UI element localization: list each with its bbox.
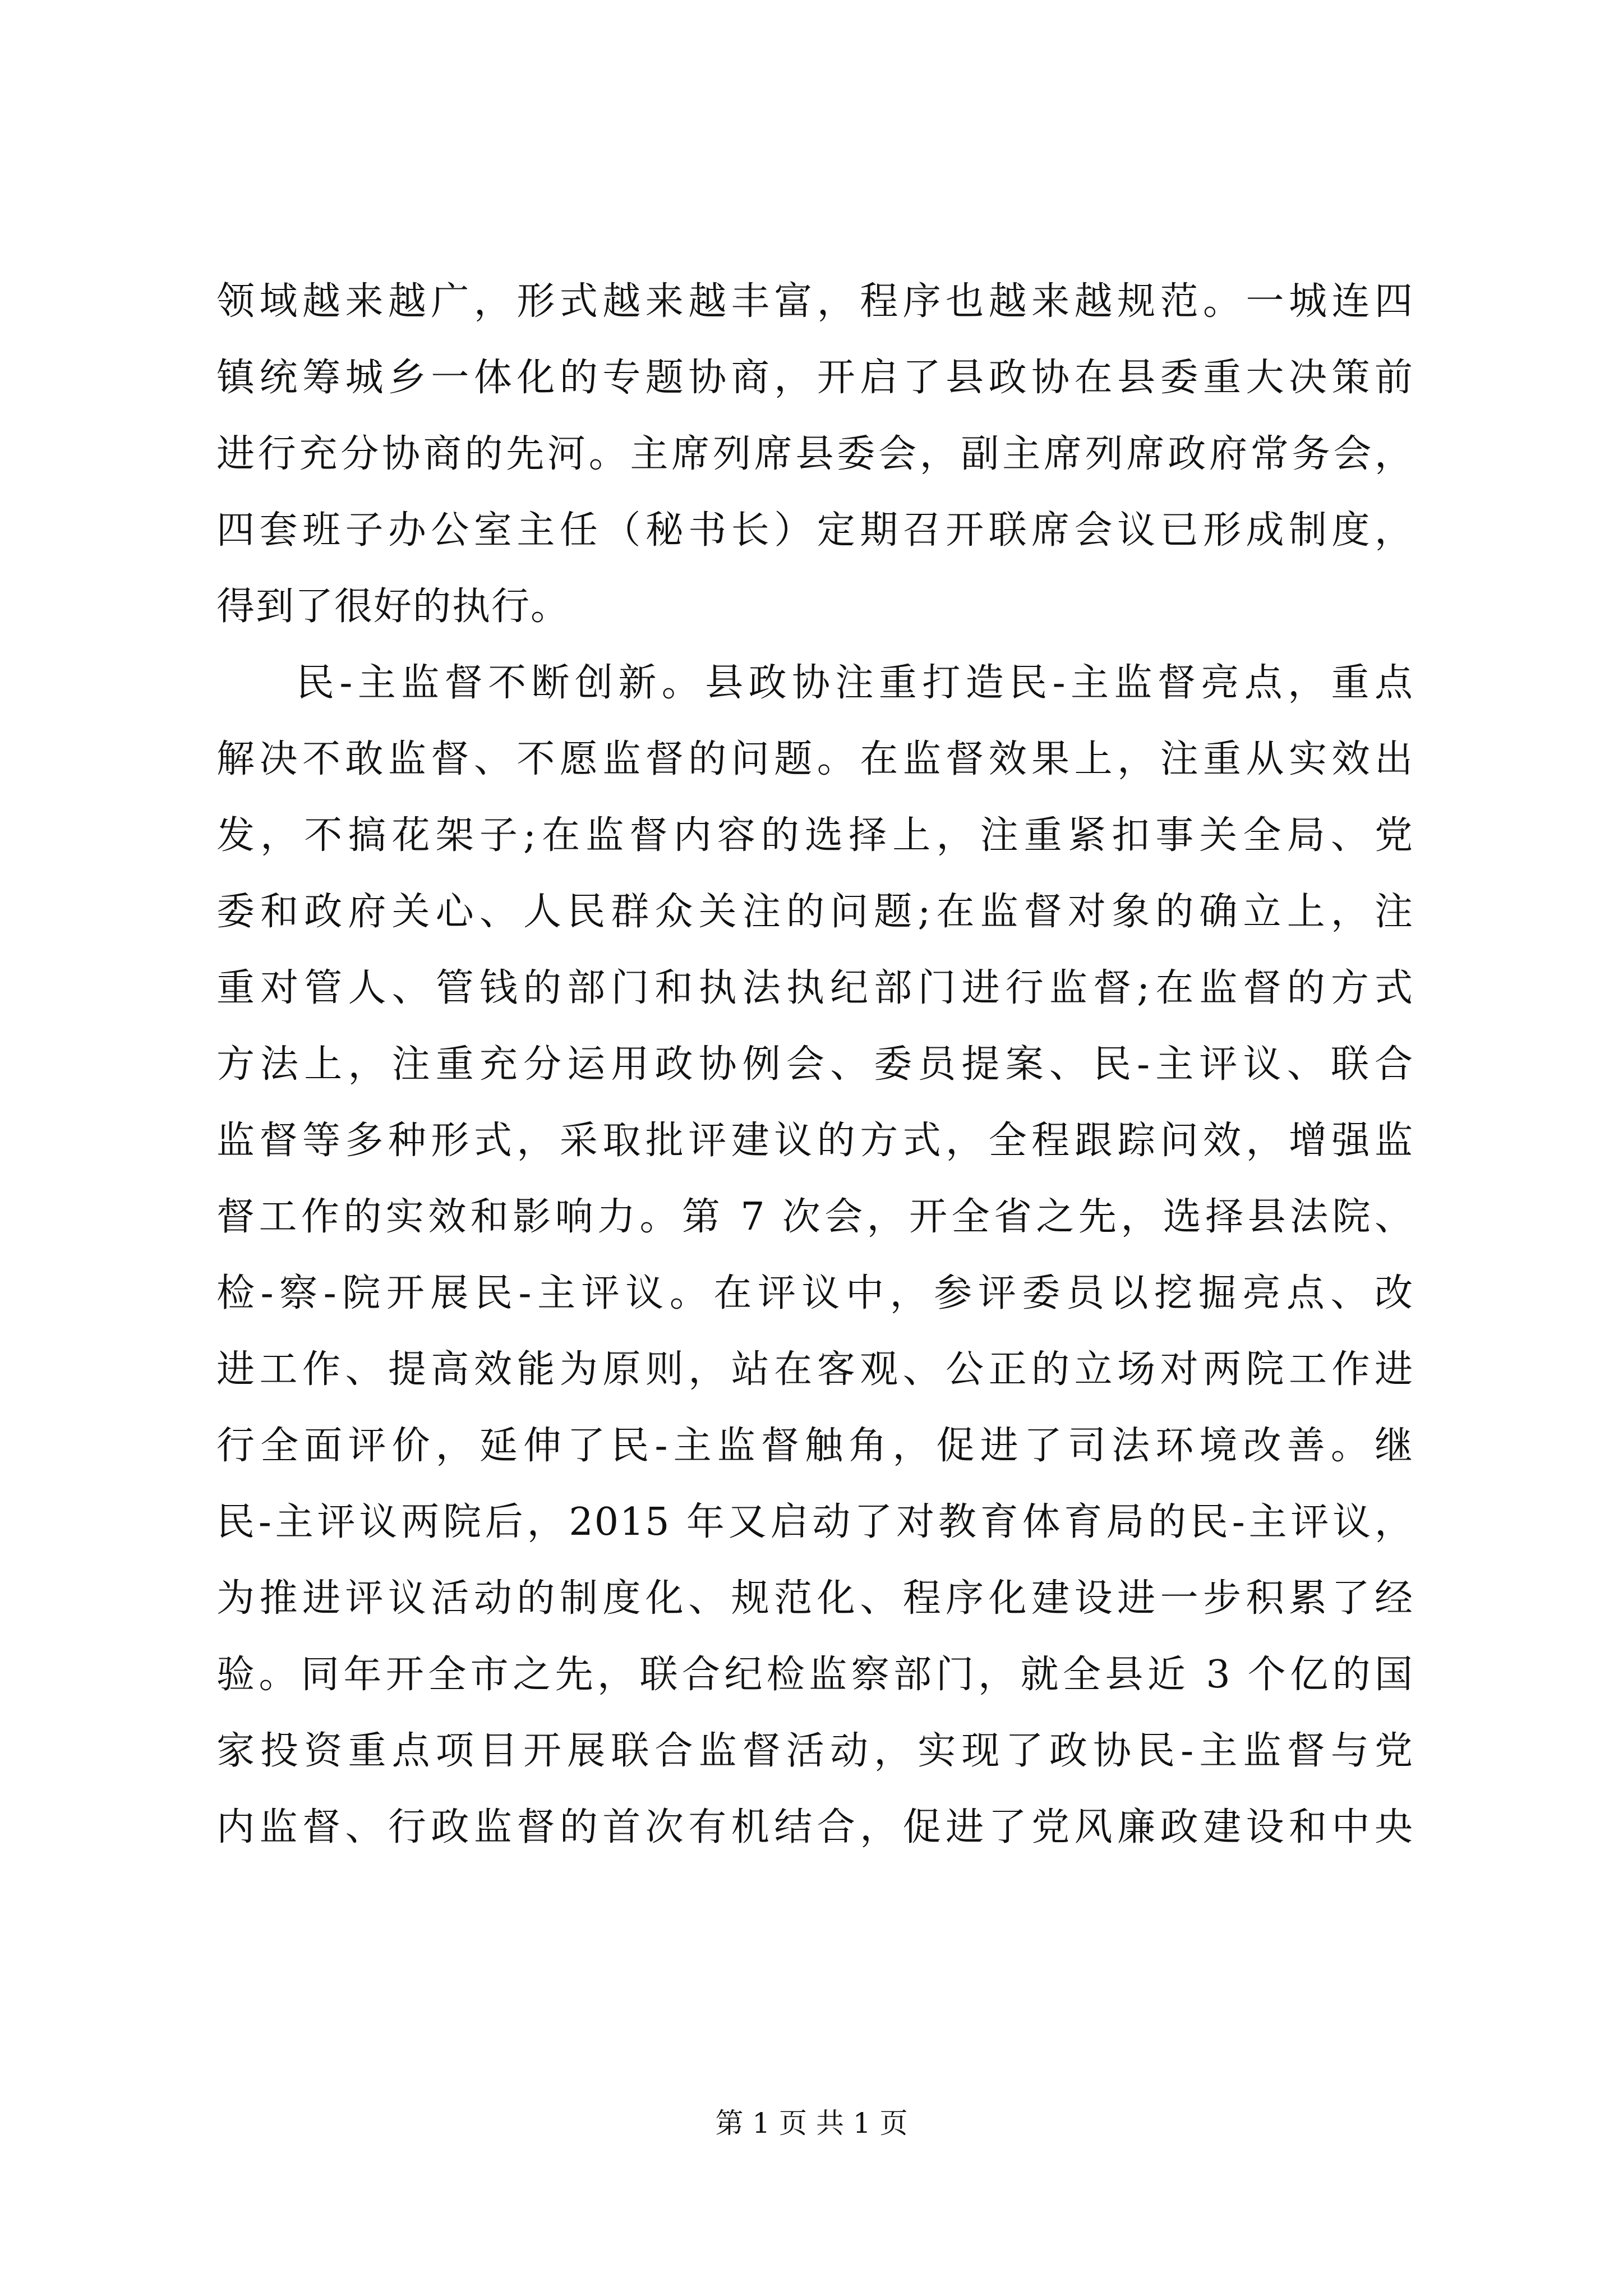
paragraph-2-line-8: 督工作的实效和影响力。第 7 次会，开全省之先，选择县法院、 [216,1195,1414,1239]
paragraph-1-line-2: 镇统筹城乡一体化的专题协商，开启了县政协在县委重大决策前 [216,356,1414,400]
page-number-footer: 第 1 页 共 1 页 [715,2107,908,2139]
paragraph-2-line-10: 进工作、提高效能为原则，站在客观、公正的立场对两院工作进 [216,1347,1414,1392]
paragraph-1-line-4: 四套班子办公室主任（秘书长）定期召开联席会议已形成制度， [216,508,1414,553]
paragraph-2-line-3: 发，不搞花架子;在监督内容的选择上，注重紧扣事关全局、党 [216,813,1414,858]
paragraph-2-line-14: 验。同年开全市之先，联合纪检监察部门，就全县近 3 个亿的国 [216,1653,1414,1697]
paragraph-2-line-1: 民-主监督不断创新。县政协注重打造民-主监督亮点，重点 [296,661,1414,705]
paragraph-2-line-2: 解决不敢监督、不愿监督的问题。在监督效果上，注重从实效出 [216,737,1414,781]
paragraph-2-line-12: 民-主评议两院后，2015 年又启动了对教育体育局的民-主评议， [216,1500,1414,1544]
paragraph-2-line-11: 行全面评价，延伸了民-主监督触角，促进了司法环境改善。继 [216,1424,1414,1468]
paragraph-2-line-13: 为推进评议活动的制度化、规范化、程序化建设进一步积累了经 [216,1576,1414,1621]
document-body [216,264,1414,1866]
paragraph-1-line-3: 进行充分协商的先河。主席列席县委会，副主席列席政府常务会， [216,432,1414,476]
paragraph-2-line-4: 委和政府关心、人民群众关注的问题;在监督对象的确立上，注 [216,890,1414,934]
paragraph-2-line-6: 方法上，注重充分运用政协例会、委员提案、民-主评议、联合 [216,1042,1414,1087]
paragraph-2-line-15: 家投资重点项目开展联合监督活动，实现了政协民-主监督与党 [216,1729,1414,1773]
paragraph-1-line-5: 得到了很好的执行。 [216,585,570,629]
paragraph-2-line-5: 重对管人、管钱的部门和执法执纪部门进行监督;在监督的方式 [216,966,1414,1010]
paragraph-1-line-1: 领域越来越广，形式越来越丰富，程序也越来越规范。一城连四 [216,279,1414,324]
paragraph-2-line-7: 监督等多种形式，采取批评建议的方式，全程跟踪问效，增强监 [216,1119,1414,1163]
paragraph-2-line-9: 检-察-院开展民-主评议。在评议中，参评委员以挖掘亮点、改 [216,1271,1414,1315]
paragraph-2-line-16: 内监督、行政监督的首次有机结合，促进了党风廉政建设和中央 [216,1805,1414,1849]
